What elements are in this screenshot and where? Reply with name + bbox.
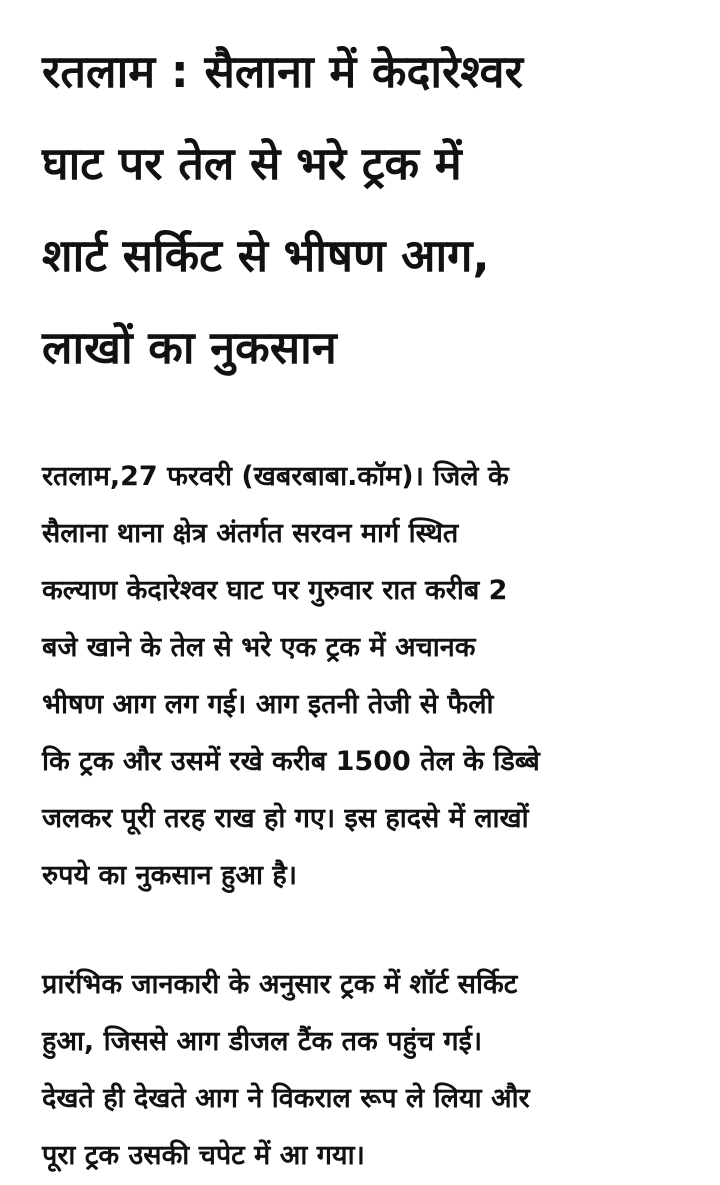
article-paragraph-2: प्रारंभिक जानकारी के अनुसार ट्रक में शॉर्ट सर्किट हुआ, जिससे आग डीजल टैंक तक पहुंच गई। देखते ही देखते आग ने विकराल रूप ले लिया और पूरा ट्रक उसकी चपेट में आ गया। xyxy=(42,969,530,1171)
article-paragraph-1: रतलाम,27 फरवरी (खबरबाबा.कॉम)। जिले के सैलाना थाना क्षेत्र अंतर्गत सरवन मार्ग स्थित कल्याण केदारेश्वर घाट पर गुरुवार रात करीब 2 बजे खाने के तेल से भरे एक ट्रक में अचानक भीषण आग लग गई। आग इतनी तेजी से फैली कि ट्रक और उसमें रखे करीब 1500 तेल के डिब्बे जलकर पूरी तरह राख हो गए। इस हादसे में लाखों रुपये का नुकसान हुआ है। xyxy=(42,461,540,891)
news-article xyxy=(42,26,682,1171)
article-headline: रतलाम : सैलाना में केदारेश्वर घाट पर तेल से भरे ट्रक में शार्ट सर्किट से भीषण आग, लाखों का नुकसान xyxy=(42,45,523,374)
